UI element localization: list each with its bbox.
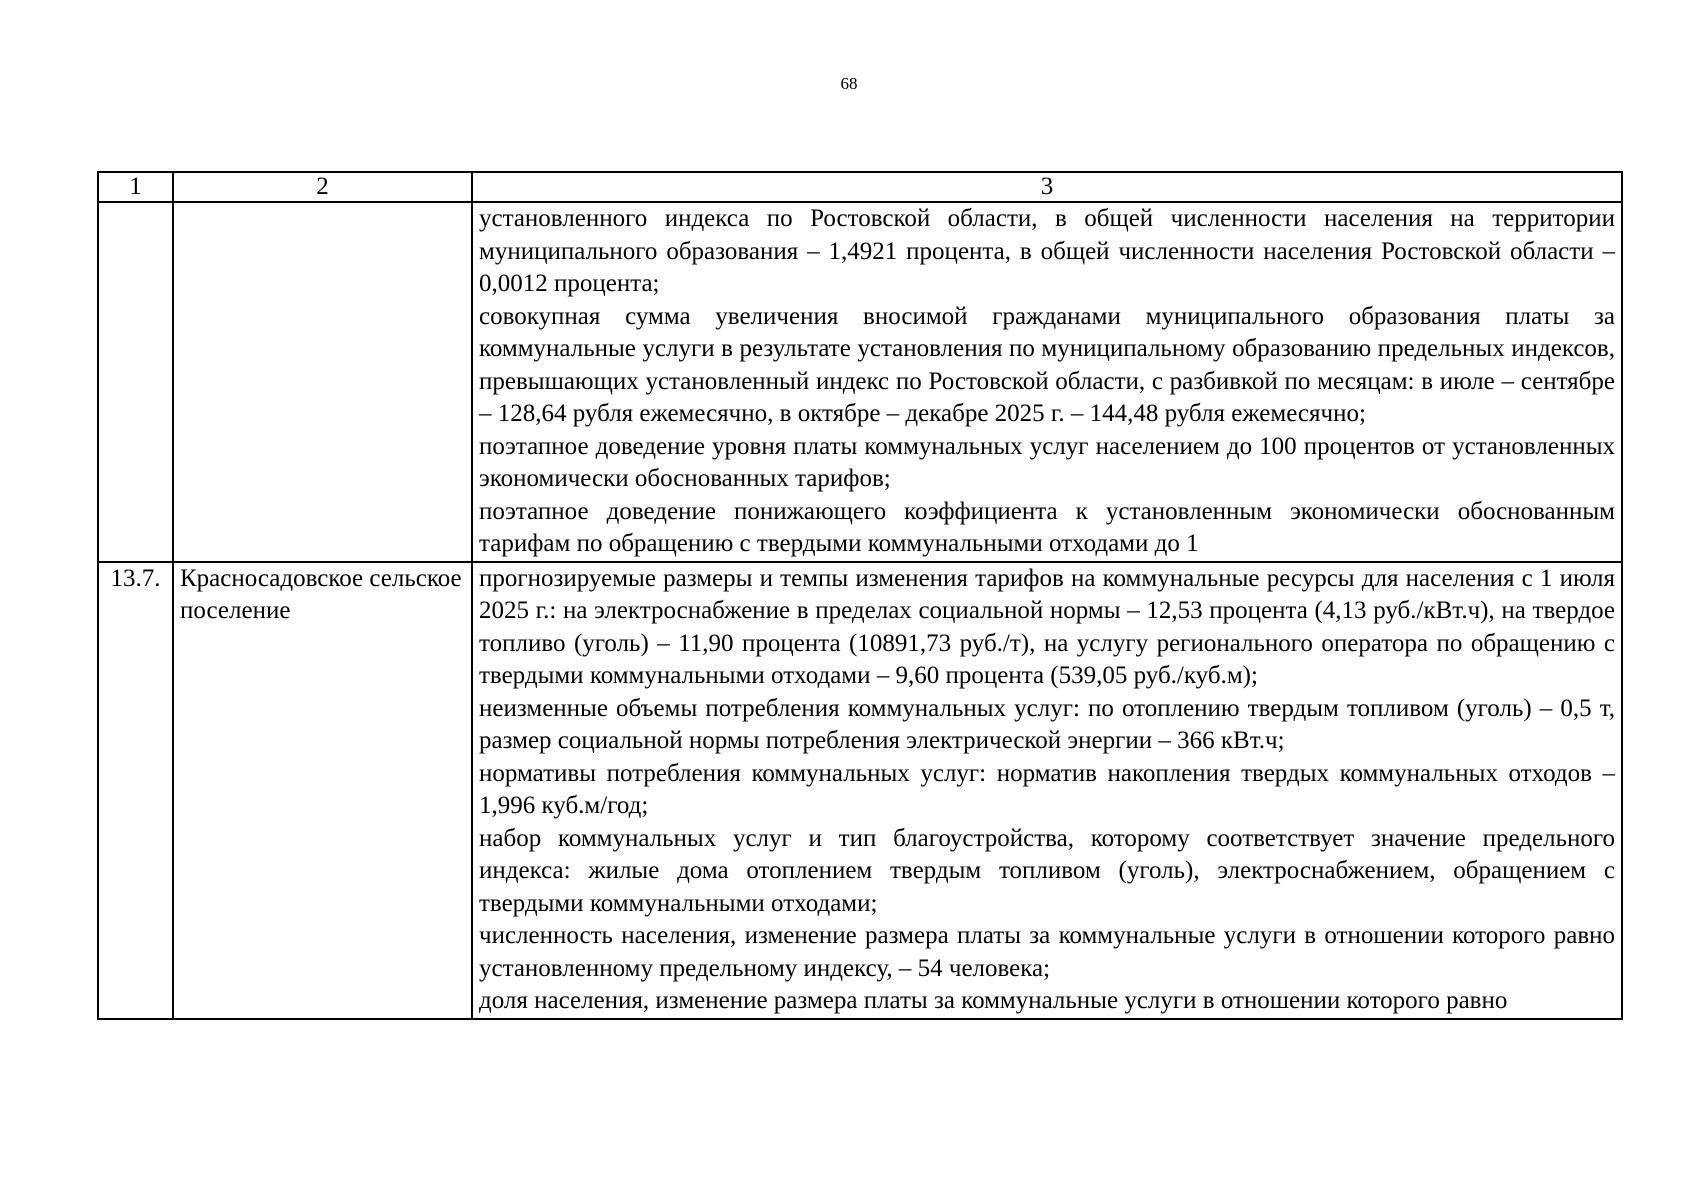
description-paragraph: прогнозируемые размеры и темпы изменения тарифов на коммунальные ресурсы для населения с 1 июля 2025 г.: на электроснабжение в пределах социальной нормы – 12,53 процента (4,13 руб./кВт.ч), на твердое топливо (уголь) – 11,90 процента (10891,73 руб./т), на услугу регионального оператора по обращению с твердыми коммунальными отходами – 9,60 процента (539,05 руб./куб.м); <box>479 564 1615 689</box>
column-header-3: 3 <box>472 172 1622 202</box>
description-paragraph: установленного индекса по Ростовской области, в общей численности населения на территории муниципального образования – 1,4921 процента, в общей численности населения Ростовской области – 0,0012 процента; <box>479 205 1615 297</box>
description-paragraph: численность населения, изменение размера платы за коммунальные услуги в отношении которого равно установленному предельному индексу, – 54 человека; <box>479 922 1615 982</box>
settlement-name-cell <box>173 202 472 562</box>
description-paragraph: набор коммунальных услуг и тип благоустройства, которому соответствует значение предельного индекса: жилые дома отоплением твердым топливом (уголь), электроснабжением, обращением с твердыми коммунальными отходами; <box>479 824 1615 917</box>
description-paragraph: неизменные объемы потребления коммунальных услуг: по отоплению твердым топливом (уголь) – 0,5 т, размер социальной нормы потребления электрической энергии – 366 кВт.ч; <box>479 694 1615 754</box>
description-paragraph: нормативы потребления коммунальных услуг: норматив накопления твердых коммунальных отходов – 1,996 куб.м/год; <box>479 759 1615 819</box>
description-paragraph: доля населения, изменение размера платы за коммунальные услуги в отношении которого равно <box>479 987 1508 1014</box>
description-cell <box>472 562 1622 1019</box>
description-paragraph: поэтапное доведение понижающего коэффициента к установленным экономически обоснованным тарифам по обращению с твердыми коммунальными отходами до 1 <box>479 497 1615 557</box>
row-number-cell: 13.7. <box>98 562 173 1019</box>
description-paragraph: поэтапное доведение уровня платы коммунальных услуг населением до 100 процентов от установленных экономически обоснованных тарифов; <box>479 432 1615 492</box>
table-header-row <box>98 172 1622 202</box>
table-row <box>98 562 1622 1019</box>
page-number: 68 <box>840 74 858 93</box>
column-header-2: 2 <box>173 172 472 202</box>
description-cell <box>472 202 1622 562</box>
settlement-name-cell: Красносадовское сельское поселение <box>173 562 472 1019</box>
table-row <box>98 202 1622 562</box>
column-header-1: 1 <box>98 172 173 202</box>
tariff-table <box>97 171 1623 1020</box>
description-paragraph: совокупная сумма увеличения вносимой гражданами муниципального образования платы за коммунальные услуги в результате установления по муниципальному образованию предельных индексов, превышающих установленный индекс по Ростовской области, с разбивкой по месяцам: в июле – сентябре – 128,64 рубля ежемесячно, в октябре – декабре 2025 г. – 144,48 рубля ежемесячно; <box>479 302 1615 427</box>
row-number-cell <box>98 202 173 562</box>
